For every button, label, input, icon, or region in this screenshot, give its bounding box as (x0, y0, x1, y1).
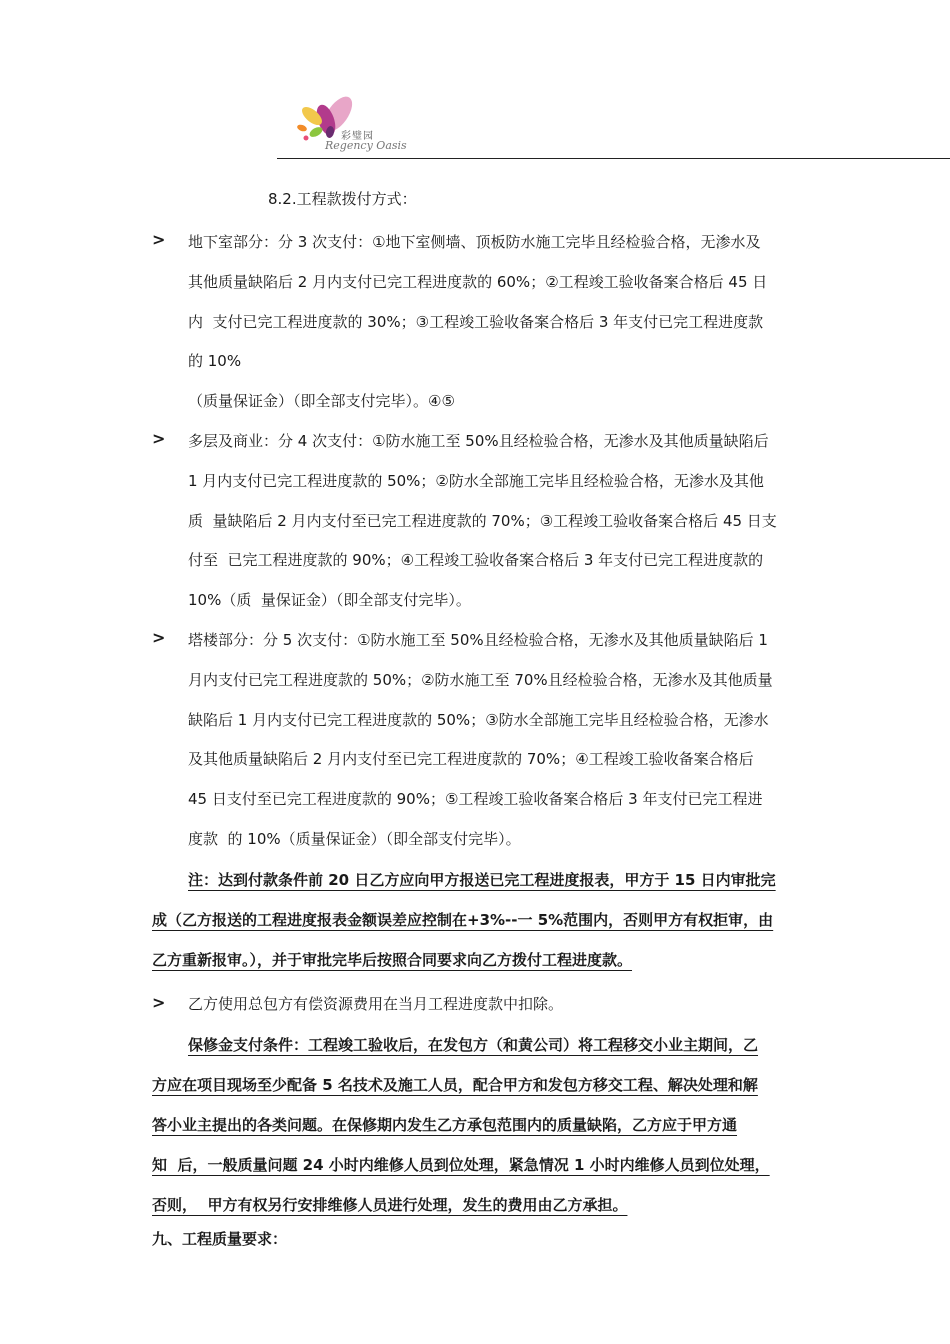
text-line: 多层及商业：分 4 次支付：①防水施工至 50%且经检验合格，无渗水及其他质量缺陷后 (188, 432, 769, 450)
text-line: 的 10% (188, 352, 242, 371)
warranty-conditions (152, 1025, 874, 1225)
text-line: 缺陷后 1 月内支付已完工程进度款的 50%；③防水全部施工完毕且经检验合格，无渗水 (188, 710, 769, 729)
text-line: 塔楼部分：分 5 次支付：①防水施工至 50%且经检验合格，无渗水及其他质量缺陷后 1 (188, 631, 768, 649)
text-line: 及其他质量缺陷后 2 月内支付至已完工程进度款的 70%；④工程竣工验收备案合格后 (188, 750, 754, 769)
payment-note (152, 860, 874, 980)
text-line: 1 月内支付已完工程进度款的 50%；②防水全部施工完毕且经检验合格，无渗水及其他 (188, 471, 764, 490)
section-nine-heading: 九、工程质量要求： (152, 1230, 288, 1248)
bullet-marker: > (152, 628, 166, 647)
text-line: 质 量缺陷后 2 月内支付至已完工程进度款的 70%；③工程竣工验收备案合格后 45 日支 (188, 511, 777, 530)
text-line: 知 后，一般质量问题 24 小时内维修人员到位处理，紧急情况 1 小时内维修人员到位处理， (152, 1156, 770, 1174)
text-line: （质量保证金）（即全部支付完毕）。④⑤ (188, 392, 455, 411)
bullet-marker: > (152, 230, 166, 249)
basement-payment-item (188, 223, 874, 422)
text-line: 否则， 甲方有权另行安排维修人员进行处理，发生的费用由乙方承担。 (152, 1196, 628, 1214)
multistorey-payment-item (188, 422, 874, 621)
section-title: 8.2.工程款拨付方式： (268, 190, 417, 208)
text-line: 乙方使用总包方有偿资源费用在当月工程进度款中扣除。 (188, 995, 564, 1013)
text-line: 内 支付已完工程进度款的 30%；③工程竣工验收备案合格后 3 年支付已完工程进度款 (188, 312, 764, 331)
logo-chinese-name: 彩璧园 (341, 131, 374, 142)
text-line: 45 日支付至已完工程进度款的 90%；⑤工程竣工验收备案合格后 3 年支付已完工程进 (188, 790, 763, 809)
logo-english-name: Regency Oasis (325, 139, 407, 152)
text-line: 方应在项目现场至少配备 5 名技术及施工人员，配合甲方和发包方移交工程、解决处理和解 (152, 1076, 758, 1094)
text-line: 乙方重新报审。），并于审批完毕后按照合同要求向乙方拨付工程进度款。 (152, 951, 633, 969)
text-line: 度款 的 10%（质量保证金）（即全部支付完毕）。 (188, 829, 521, 848)
text-line: 保修金支付条件：工程竣工验收后，在发包方（和黄公司）将工程移交小业主期间，乙 (188, 1036, 759, 1054)
bullet-marker: > (152, 429, 166, 448)
text-line: 地下室部分：分 3 次支付：①地下室侧墙、顶板防水施工完毕且经检验合格，无渗水及 (188, 233, 761, 251)
text-line: 10%（质 量保证金）（即全部支付完毕）。 (188, 591, 471, 610)
text-line: 付至 已完工程进度款的 90%；④工程竣工验收备案合格后 3 年支付已完工程进度款的 (188, 551, 764, 570)
text-line: 成（乙方报送的工程进度报表金额误差应控制在+3%--一 5%范围内，否则甲方有权拒审，由 (152, 911, 774, 929)
text-line: 月内支付已完工程进度款的 50%；②防水施工至 70%且经检验合格，无渗水及其他质量 (188, 670, 773, 689)
bullet-marker: > (152, 993, 166, 1012)
deduction-item (188, 985, 874, 1025)
header-divider (277, 158, 950, 159)
text-line: 答小业主提出的各类问题。在保修期内发生乙方承包范围内的质量缺陷，乙方应于甲方通 (152, 1116, 738, 1134)
text-line: 其他质量缺陷后 2 月内支付已完工程进度款的 60%；②工程竣工验收备案合格后 45 日 (188, 272, 768, 291)
text-line: 注：达到付款条件前 20 日乙方应向甲方报送已完工程进度报表，甲方于 15 日内审批完 (188, 871, 776, 889)
tower-payment-item (188, 621, 874, 860)
